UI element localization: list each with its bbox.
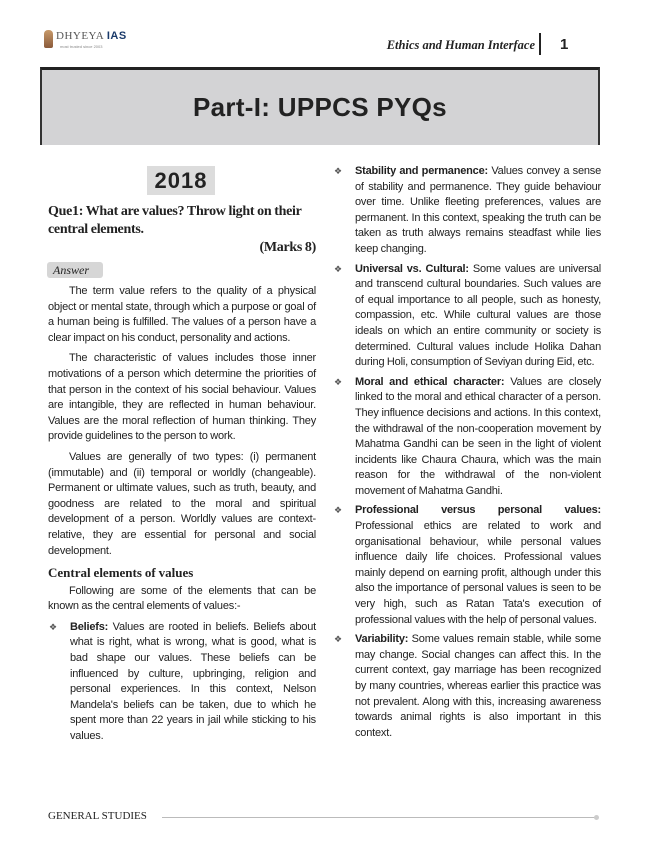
diamond-bullet-icon: ❖	[334, 505, 342, 516]
bullet-title: Beliefs:	[70, 620, 109, 633]
bullet-title: Variability:	[355, 633, 409, 646]
section-heading: Central elements of values	[48, 565, 194, 581]
bullet-item	[333, 375, 601, 500]
bullet-item	[333, 503, 601, 628]
question-text: Que1: What are values? Throw light on their central elements.	[48, 204, 302, 237]
diamond-bullet-icon: ❖	[334, 166, 342, 176]
part-banner	[40, 67, 600, 145]
left-column	[48, 166, 316, 749]
footer-label: GENERAL STUDIES	[48, 810, 147, 822]
logo	[44, 30, 154, 54]
paragraph: The characteristic of values includes those inner motivations of a person which determine the priorities of that person in the context of his social behaviour. Values are intangible, they are reflected in human behaviour. Values are the moral reflection of human thinking. They provide guidelines to the person to work.	[48, 352, 316, 443]
page-number: 1	[560, 36, 569, 53]
question-marks: (Marks 8)	[259, 240, 316, 255]
bullet-text: Some values are universal and transcend cultural boundaries. Such values are of equal importance to all people, such as honesty, compassion, etc. While cultural values are those ideals on which an entire community or society is determined. Cultural values include Holika Dahan during Holi, consumption of Seviyan during Eid, etc.	[355, 262, 601, 369]
paragraph: Values are generally of two types: (i) permanent (immutable) and (ii) temporal or worldly (changeable). Permanent or ultimate values, such as truth, beauty, and goodness are related to the moral and spiritual development of a person. Worldly values are context-relative, they are essential for personal and social development.	[48, 450, 316, 557]
logo-icon	[44, 30, 53, 48]
question	[48, 203, 316, 257]
bullet-title: Moral and ethical character:	[355, 375, 505, 388]
logo-text-bold: IAS	[106, 30, 127, 42]
logo-text: DHYEYA	[56, 30, 104, 42]
bullet-title: Professional versus personal values:	[355, 504, 601, 517]
bullet-text: Values are rooted in beliefs. Beliefs about what is right, what is wrong, what is good, what is bad shape our values. These beliefs can be influenced by culture, upbringing, religion and personal experiences. In this context, Nelson Mandela's beliefs can be taken, due to which he spent more than 22 years in jail while sticking to his values.	[70, 620, 316, 743]
bullet-text: Values convey a sense of stability and permanence. They guide behaviour over time. Unlike fleeting preferences, values are permanent. In this context, speaking the truth can be taken as truth always remains steadfast while lies keep changing.	[355, 165, 601, 255]
bullet-text: Values are closely linked to the moral and ethical character of a person. They influence decisions and actions. In this context, the withdrawal of the non-cooperation movement by Mahatma Gandhi can be seen in the light of violent incidents like Chaura Chaura, which was the main reason for the withdrawal of the non-violent movement of Mahatma Gandhi.	[355, 375, 602, 497]
diamond-bullet-icon: ❖	[334, 263, 342, 274]
right-column	[333, 164, 601, 745]
logo-tagline: most trusted since 2003	[60, 44, 103, 49]
paragraph: The term value refers to the quality of a physical object or mental state, through which a purpose or goal of a human being is fulfilled. The values of a person have a clear impact on his conduct, personality and actions.	[48, 285, 316, 344]
logo-name	[56, 30, 127, 42]
diamond-bullet-icon: ❖	[334, 634, 342, 645]
bullet-title: Stability and permanence:	[355, 165, 488, 177]
diamond-bullet-icon: ❖	[334, 376, 342, 387]
section-intro: Following are some of the elements that can be known as the central elements of values:-	[48, 584, 316, 613]
bullet-item	[333, 164, 601, 258]
part-title: Part-I: UPPCS PYQs	[193, 92, 447, 122]
bullet-text: Some values remain stable, while some may change. Social changes can affect this. In the current context, gay marriage has been recognized by many countries, whereas earlier this practice was not prevalent. Along with this, increasing awareness towards animal rights is also important in this context.	[355, 633, 601, 739]
bullet-item	[48, 620, 316, 745]
year-heading: 2018	[147, 166, 215, 195]
bullet-item	[333, 262, 601, 371]
bullet-item	[333, 632, 601, 741]
footer-rule	[162, 817, 597, 818]
header-divider	[539, 33, 541, 55]
diamond-bullet-icon: ❖	[49, 621, 57, 632]
bullet-title: Universal vs. Cultural:	[355, 262, 469, 275]
running-title: Ethics and Human Interface	[386, 38, 535, 52]
answer-badge: Answer	[47, 262, 103, 278]
bullet-text: Professional ethics are related to work and organisational behaviour, while personal values influence daily life choices. Professional values mainly depend on earning profit, although under this also the importance of personal values is seen to be very high, such as Ratan Tata's execution of professional values with the help of personal values.	[355, 520, 601, 626]
footer-dot	[594, 815, 599, 820]
